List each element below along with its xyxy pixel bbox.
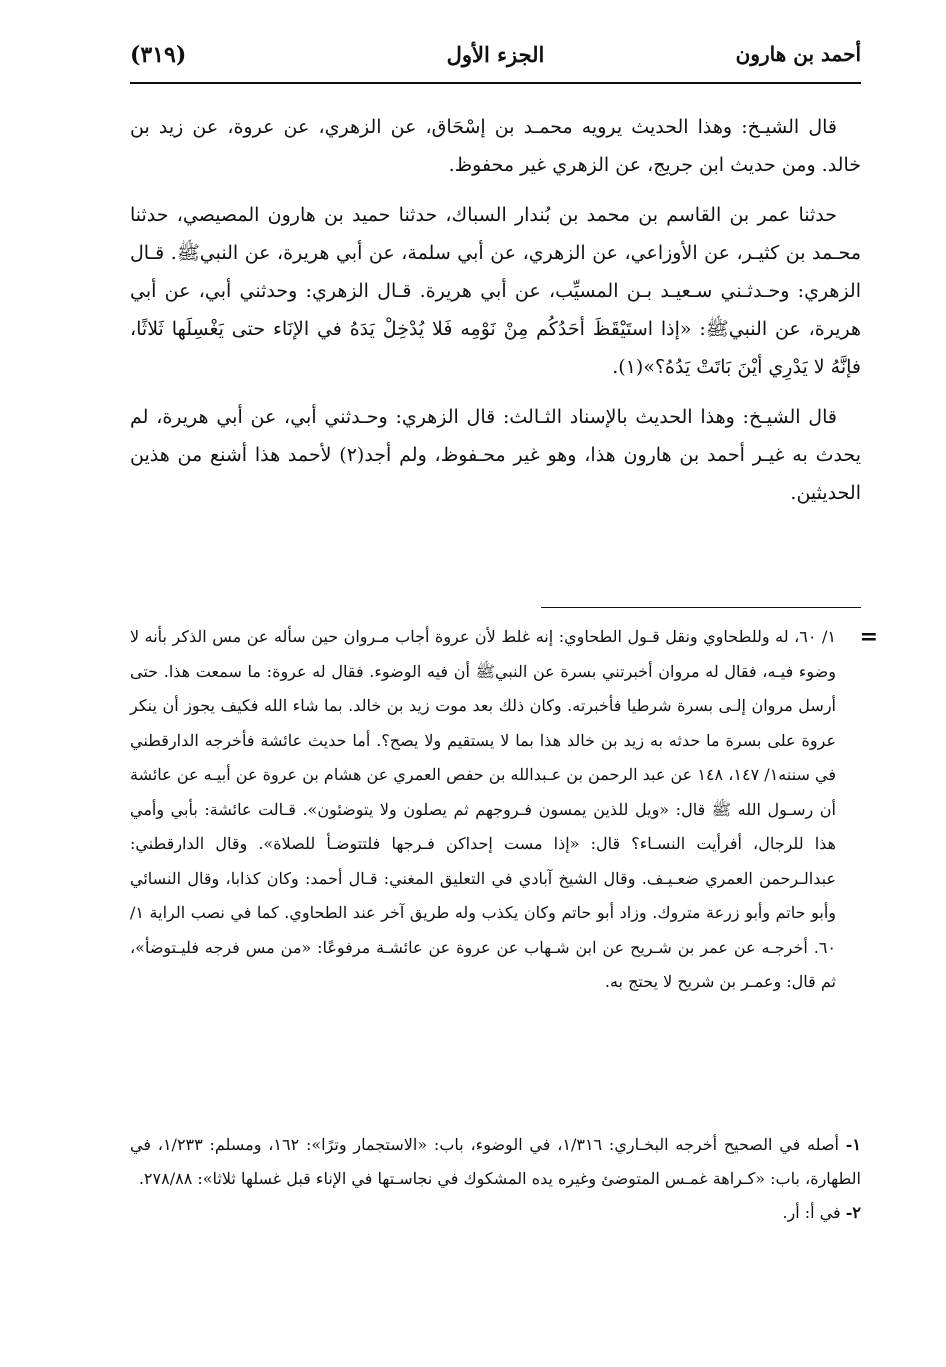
paragraph: قال الشيـخ: وهذا الحديث يرويه محمـد بن إسْحَاق، عن الزهري، عن عروة، عن زيد بن خالد. ومن حديث ابن جريج، عن الزهري غير محفوظ. [130, 116, 861, 176]
footnote-2 [130, 1196, 861, 1230]
header-rule [130, 82, 861, 84]
continuation-mark: = [859, 624, 878, 650]
page-header [130, 42, 861, 82]
continued-footnote [130, 620, 836, 1000]
footnote-text: في أ: أر. [782, 1203, 841, 1222]
footnotes [130, 1128, 861, 1230]
running-head-author: أحمد بن هارون [735, 42, 861, 66]
footnote-number: ١- [845, 1135, 862, 1154]
paragraph: قال الشيـخ: وهذا الحديث بالإسناد الثـالث: قال الزهري: وحـدثني أبي، عن أبي هريرة، لم يحدث به غيـر أحمد بن هارون هذا، وهو غير محـفوظ، ولم أجد(٢) لأحمد هذا أشنع من هذين الحديثين. [130, 406, 861, 504]
footnote-number: ٢- [845, 1203, 861, 1222]
footnote-text: أصله في الصحيح أخرجه البخـاري: ١/٣١٦، في الوضوء، باب: «الاستجمار وترًا»: ١٦٢، ومسلم: ١/٢٣٣، في الطهارة، باب: «كـراهة غمـس المتوضئ وغيره يده المشكوك في نجاسـتها في الإناء قبل غسلها ثلاثا»: ٢٧٨/٨٨. [130, 1135, 861, 1188]
paragraph: حدثنا عمر بن القاسم بن محمد بن بُندار السباك، حدثنا حميد بن هارون المصيصي، حدثنا محـمد بن كثيـر، عن الأوزاعي، عن الزهري، عن أبي سلمة، عن أبي هريرة، عن النبيﷺ. قـال الزهري: وحـدثـني سـعيـد بـن المسيِّب، عن أبي هريرة. قـال الزهري: وحدثني أبي، عن أبي هريرة، عن النبيﷺ: «إذا استَيْقَظَ أحَدُكُم مِنْ نَوْمِه فَلا يُدْخِلْ يَدَهُ في الإنَاء حتى يَغْسِلَها ثَلاثًا، فإنَّهُ لا يَدْرِي أيْنَ بَاتَتْ يَدُهُ؟»(١). [130, 204, 861, 378]
part-title: الجزء الأول [446, 42, 545, 67]
footnote-1 [130, 1128, 861, 1196]
main-text [130, 108, 861, 524]
page-number: (٣١٩) [130, 42, 187, 68]
footnote-separator [541, 607, 861, 608]
footnote-text: ١/ ٦٠، له وللطحاوي ونقل قـول الطحاوي: إنه غلط لأن عروة أجاب مـروان حين سأله عن مس الذكر بأنه لا وضوء فيـه، فقال له مروان أخبرتني بسرة عن النبيﷺ أن فيه الوضوء. فقال له عروة: ما سمعت هذا. حتى أرسل مروان إلـى بسرة شرطيا فأخبرته. وكان ذلك بعد موت زيد بن خالد. بما شاء الله فكيف يجوز أن ينكر عروة على بسرة ما حدثه به زيد بن خالد هذا بما لا يستقيم ولا يصح؟. أما حديث عائشة فأخرجه الدارقطني في سننه١/ ١٤٧، ١٤٨ عن عبد الرحمن بن عـبدالله بن حفص العمري عن هشام بن عروة عن أبيـه عن عائشة أن رسـول الله ﷺ قال: «ويل للذين يمسون فـروجهم ثم يصلون ولا يتوضئون». قـالت عائشة: بأبي وأمي هذا للرجال، أفرأيت النسـاء؟ قال: «إذا مست إحداكن فـرجها فلتتوضـأ للصلاة». وقال الدارقطني: عبدالـرحمن العمري ضعـيـف. وقال الشيخ آبادي في التعليق المغني: قـال أحمد: وكان كذابا، وقال النسائي وأبو حاتم وأبو زرعة متروك. وزاد أبو حاتم وكان يكذب وله طريق آخر عند الطحاوي. كما في نصب الراية ١/ ٦٠. أخرجـه عن عمر بن شـريح عن ابن شـهاب عن عروة عن عائشـة مرفوعًا: «من مس فرجه فليـتوضأ»، ثم قال: وعمـر بن شريح لا يحتج به. [130, 627, 837, 991]
